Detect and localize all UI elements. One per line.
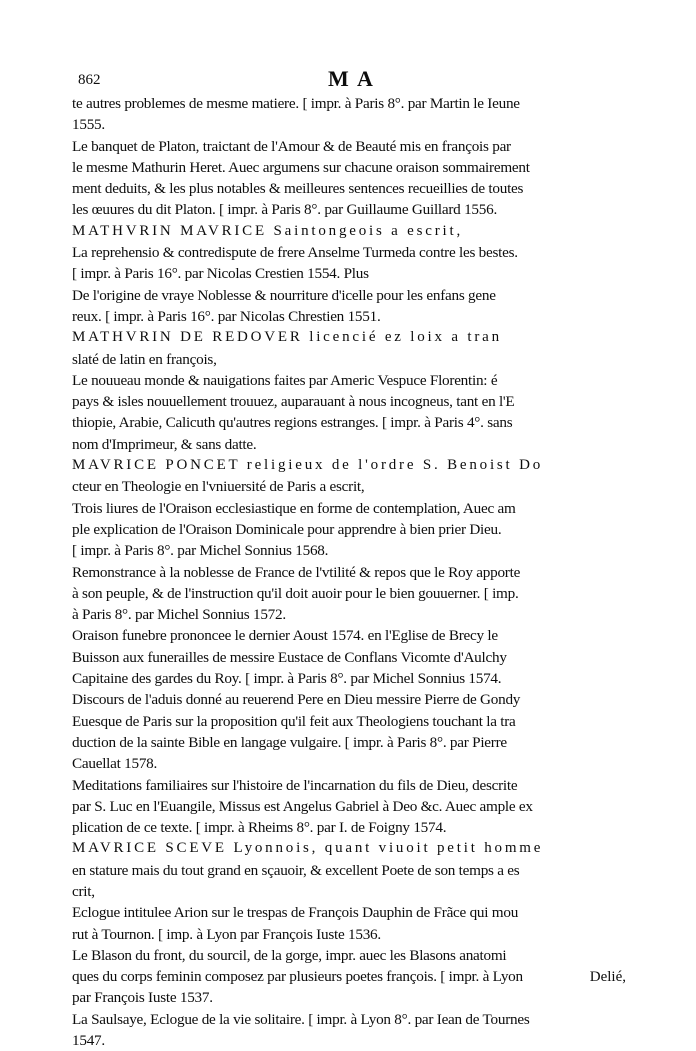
text-line: 1547. bbox=[72, 1032, 105, 1050]
text-line: rut à Tournon. [ imp. à Lyon par François Iuste 1536. bbox=[72, 925, 381, 943]
text-line: Le nouueau monde & nauigations faites par Americ Vespuce Florentin: é bbox=[72, 371, 498, 389]
text-line: ques du corps feminin composez par plusieurs poetes françois. [ impr. à Lyon bbox=[72, 968, 523, 986]
text-line: par François Iuste 1537. bbox=[72, 989, 213, 1007]
text-line: ment deduits, & les plus notables & meilleures sentences recueillies de toutes bbox=[72, 180, 524, 198]
text-line: De l'origine de vraye Noblesse & nourriture d'icelle pour les enfans gene bbox=[72, 286, 496, 304]
author-heading: MATHVRIN DE REDOVER licencié ez loix a tran bbox=[72, 329, 502, 346]
author-heading: MAVRICE SCEVE Lyonnois, quant viuoit petit homme bbox=[72, 840, 544, 857]
text-line: reux. [ impr. à Paris 16°. par Nicolas Chrestien 1551. bbox=[72, 307, 381, 325]
text-line: La reprehensio & contredispute de frere Anselme Turmeda contre les bestes. bbox=[72, 244, 518, 262]
text-line: Capitaine des gardes du Roy. [ impr. à Paris 8°. par Michel Sonnius 1574. bbox=[72, 670, 502, 688]
text-line: par S. Luc en l'Euangile, Missus est Angelus Gabriel à Deo &c. Auec ample ex bbox=[72, 797, 533, 815]
text-line: Oraison funebre prononcee le dernier Aoust 1574. en l'Eglise de Brecy le bbox=[72, 627, 498, 645]
text-line: Discours de l'aduis donné au reuerend Pere en Dieu messire Pierre de Gondy bbox=[72, 691, 521, 709]
text-line: 1555. bbox=[72, 116, 105, 134]
text-line: Meditations familiaires sur l'histoire de l'incarnation du fils de Dieu, descrite bbox=[72, 776, 518, 794]
text-line: le mesme Mathurin Heret. Auec argumens sur chacune oraison sommairement bbox=[72, 158, 530, 176]
page-number: 862 bbox=[78, 72, 101, 88]
text-line: Trois liures de l'Oraison ecclesiastique en forme de contemplation, Auec am bbox=[72, 499, 516, 517]
text-line: slaté de latin en françois, bbox=[72, 350, 217, 368]
author-heading: MATHVRIN MAVRICE Saintongeois a escrit, bbox=[72, 222, 463, 239]
text-line: [ impr. à Paris 16°. par Nicolas Crestien 1554. Plus bbox=[72, 265, 369, 283]
running-head: M A bbox=[328, 66, 375, 91]
text-line: Remonstrance à la noblesse de France de l'vtilité & repos que le Roy apporte bbox=[72, 563, 521, 581]
catchword: Delié, bbox=[589, 969, 626, 985]
text-line: Buisson aux funerailles de messire Eustace de Conflans Vicomte d'Aulchy bbox=[72, 648, 507, 666]
page-body bbox=[72, 93, 612, 1051]
text-line: [ impr. à Paris 8°. par Michel Sonnius 1568. bbox=[72, 542, 329, 560]
text-line: thiopie, Arabie, Calicuth qu'autres regions estranges. [ impr. à Paris 4°. sans bbox=[72, 414, 513, 432]
text-line: Euesque de Paris sur la proposition qu'il feit aux Theologiens touchant la tra bbox=[72, 712, 516, 730]
text-line: pays & isles nouuellement trouuez, auparauant à nous incogneus, tant en l'E bbox=[72, 393, 515, 411]
text-line: duction de la sainte Bible en langage vulgaire. [ impr. à Paris 8°. par Pierre bbox=[72, 733, 507, 751]
text-line: à Paris 8°. par Michel Sonnius 1572. bbox=[72, 606, 286, 624]
author-heading: MAVRICE PONCET religieux de l'ordre S. Benoist Do bbox=[72, 457, 544, 474]
text-line: plication de ce texte. [ impr. à Rheims 8°. par I. de Foigny 1574. bbox=[72, 819, 447, 837]
text-line: Cauellat 1578. bbox=[72, 755, 158, 773]
text-line: à son peuple, & de l'instruction qu'il doit auoir pour le bien gouuerner. [ imp. bbox=[72, 584, 519, 602]
text-line: les œuures du dit Platon. [ impr. à Paris 8°. par Guillaume Guillard 1556. bbox=[72, 201, 497, 219]
text-line: nom d'Imprimeur, & sans datte. bbox=[72, 435, 257, 453]
text-line: crit, bbox=[72, 882, 95, 900]
text-line: Eclogue intitulee Arion sur le trespas de François Dauphin de Frãce qui mou bbox=[72, 904, 519, 922]
text-line: La Saulsaye, Eclogue de la vie solitaire. [ impr. à Lyon 8°. par Iean de Tournes bbox=[72, 1010, 530, 1028]
text-line: te autres problemes de mesme matiere. [ impr. à Paris 8°. par Martin le Ieune bbox=[72, 95, 520, 112]
text-line: Le banquet de Platon, traictant de l'Amour & de Beauté mis en françois par bbox=[72, 137, 511, 155]
text-line: cteur en Theologie en l'vniuersité de Paris a escrit, bbox=[72, 478, 365, 496]
text-line: Le Blason du front, du sourcil, de la gorge, impr. auec les Blasons anatomi bbox=[72, 946, 507, 964]
text-line: en stature mais du tout grand en sçauoir, & excellent Poete de son temps a es bbox=[72, 861, 520, 879]
text-line: ple explication de l'Oraison Dominicale pour apprendre à bien prier Dieu. bbox=[72, 520, 502, 538]
